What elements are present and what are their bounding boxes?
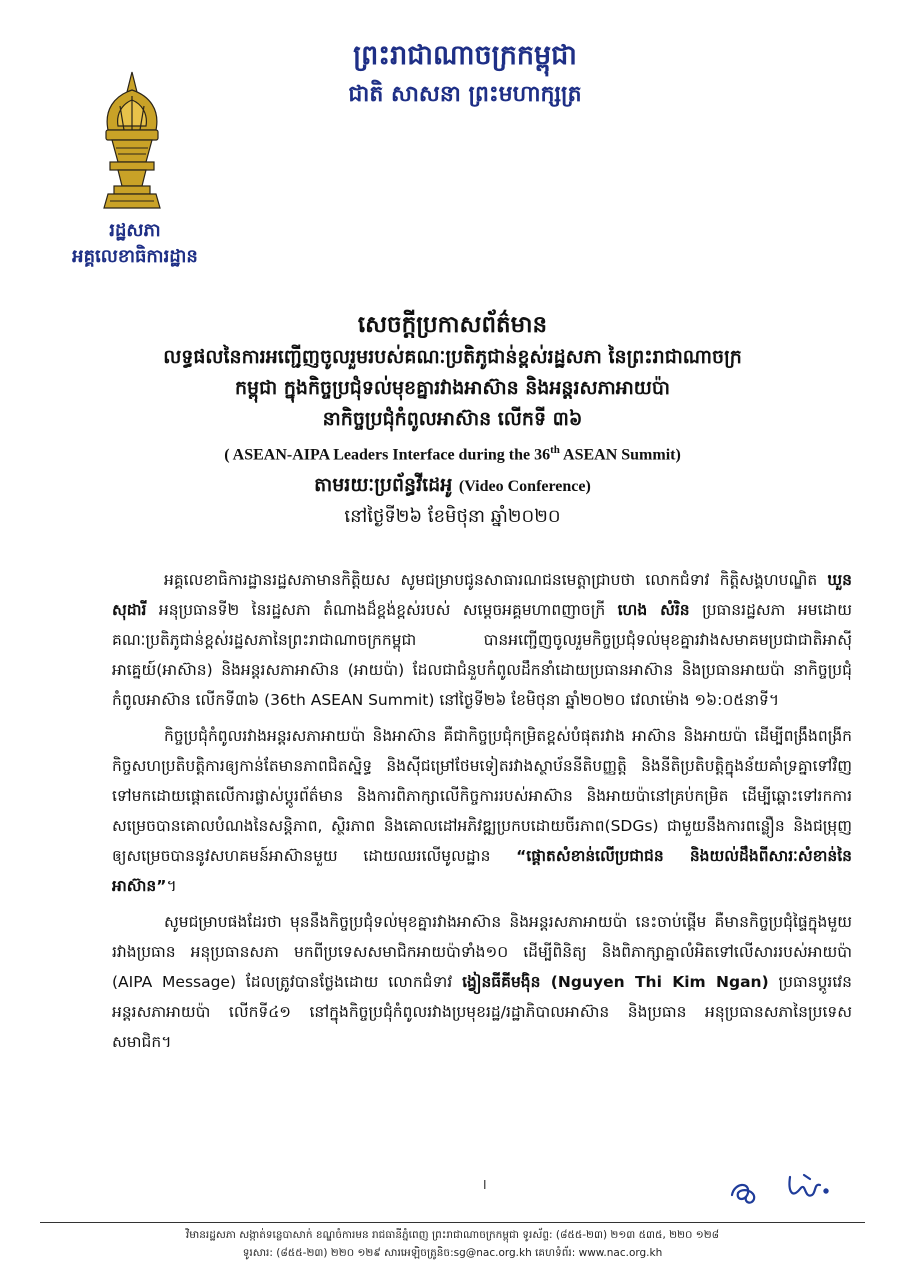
subtitle-line-1: លទ្ធផលនៃការអញ្ជើញចូលរួមរបស់គណៈប្រតិភូជាន់ខ្ពស់រដ្ឋសភា នៃព្រះរាជាណាចក្រ [163,346,742,368]
paragraph-3 [112,907,852,1057]
footer-address: វិមានរដ្ឋសភា សង្កាត់ទន្លេបាសាក់ ខណ្ឌចំការមន រាជធានីភ្នំពេញ ព្រះរាជាណាចក្រកម្ពុជា ទូរស័ព្ទ: (៨៥៥-២៣) ២១៣ ៥៣៥, ២២០ ១២៨ [185,1229,720,1241]
p1-text-b: អនុប្រធានទី២ នៃរដ្ឋសភា តំណាងដ៏ខ្ពង់ខ្ពស់របស់ សម្តេចអគ្គមហាពញាចក្រី [146,601,618,619]
handwritten-initials [720,1165,850,1210]
ministry-block [30,218,240,270]
p2-text-a: កិច្ចប្រជុំកំពូលរវាងអន្តរសភាអាយប៉ា និងអាស៊ាន គឺជាកិច្ចប្រជុំកម្រិតខ្ពស់បំផុតរវាង អាស៊ាន និងអាយប៉ា ដើម្បីពង្រឹងពង្រីកកិច្ចសហប្រតិបត្តិការឲ្យកាន់តែមានភាពជិតស្និទ្ធ និងស៊ីជម្រៅថែមទៀតរវាងស្ថាប័ននីតិបញ្ញត្តិ និងនីតិប្រតិបត្តិក្នុងន័យគាំទ្រគ្នាទៅវិញទៅមកដោយផ្តោតលើការផ្លាស់ប្តូរព័ត៌មាន និងការពិភាក្សាលើកិច្ចការរបស់អាស៊ាន និងអាយប៉ានៅគ្រប់កម្រិត ដើម្បីឆ្ពោះទៅរកការសម្រេចបានគោលបំណងនៃសន្តិភាព, ស្ថិរភាព និងគោលដៅអភិវឌ្ឍប្រកបដោយចីរភាព(SDGs) ជាមួយនឹងការពន្លឿន និងជម្រុញឲ្យសម្រេចបាននូវសហគមន៍អាស៊ានមួយ ដោយឈរលើមូលដ្ឋាន [112,727,852,865]
ministry-name: រដ្ឋសភា [109,220,161,241]
p2-end: ។ [166,877,177,895]
english-subtitle-suffix: ASEAN Summit) [559,446,681,464]
president-name: ហេង សំរិន [617,601,690,619]
asean-quote: “ផ្តោតសំខាន់លើប្រជាជន និងយល់ដឹងពីសារៈសំខាន់នៃអាស៊ាន” [112,847,852,895]
english-subtitle-prefix: ( ASEAN-AIPA Leaders Interface during the 36 [224,446,551,464]
subtitle-line-3: នាកិច្ចប្រជុំកំពូលអាស៊ាន លើកទី ៣៦ [322,408,583,430]
p1-text-c: ប្រធានរដ្ឋសភា អមដោយគណៈប្រតិភូជាន់ខ្ពស់រដ្ឋសភានៃព្រះរាជាណាចក្រកម្ពុជា បានអញ្ជើញចូលរួមកិច្ចប្រជុំទល់មុខគ្នារវាងសមាគមប្រជាជាតិអាស៊ីអាគ្នេយ៍(អាស៊ាន) និងអន្តរសភាអាស៊ាន (អាយប៉ា) ដែលជាជំនួបកំពូលដឹកនាំដោយប្រធានអាស៊ាន និងប្រធានអាយប៉ា នាកិច្ចប្រជុំកំពូលអាស៊ាន លើកទី៣៦ (36th ASEAN Summit) នៅថ្ងៃទី២៦ ខែមិថុនា ឆ្នាំ២០២០ វេលាម៉ោង ១៦:០៥នាទី។ [112,601,853,709]
meeting-mode-english: (Video Conference) [458,478,591,496]
vice-president-name: ឃួន សុដារី [112,571,852,619]
p3-text-b: ប្រធានប្តូរវេនអន្តរសភាអាយប៉ា លើកទី៤១ នៅក្នុងកិច្ចប្រជុំកំពូលរវាងប្រមុខរដ្ឋ/រដ្ឋាភិបាលអាស៊ាន និងប្រធាន អនុប្រធានសភានៃប្រទេសសមាជិក។ [112,973,853,1051]
document-date: នៅថ្ងៃទី២៦ ខែមិថុនា ឆ្នាំ២០២០ [344,506,561,528]
ordinal-suffix: th [550,444,560,456]
document-title: សេចក្តីប្រកាសព័ត៌មាន [357,312,548,338]
paragraph-2 [112,721,852,901]
footer-divider [40,1222,865,1223]
kingdom-header [250,38,680,112]
department-name: អគ្គលេខាធិការដ្ឋាន [72,246,198,267]
page-mark: I [483,1178,487,1192]
title-block [60,308,845,532]
footer [40,1226,865,1262]
subtitle-line-2: កម្ពុជា ក្នុងកិច្ចប្រជុំទល់មុខគ្នារវាងអាស៊ាន និងអន្តរសភាអាយប៉ា [235,377,670,399]
paragraph-1 [112,565,852,715]
aipa-president-name: ង្វៀនធីគីមង៉ិន (Nguyen Thi Kim Ngan) [462,973,769,991]
national-assembly-emblem-icon [90,66,174,216]
meeting-mode-khmer: តាមរយៈប្រព័ន្ធវីដេអូ [314,474,459,497]
p3-text-a: សូមជម្រាបផងដែរថា មុននឹងកិច្ចប្រជុំទល់មុខគ្នារវាងអាស៊ាន និងអន្តរសភាអាយប៉ា នេះចាប់ផ្តើម គឺមានកិច្ចប្រជុំផ្ទៃក្នុងមួយរវាងប្រធាន អនុប្រធានសភា មកពីប្រទេសសមាជិកអាយប៉ាទាំង១០ ដើម្បីពិនិត្យ និងពិភាក្សាគ្នាលំអិតទៅលើសាររបស់អាយប៉ា (AIPA Message) ដែលត្រូវបានថ្លែងដោយ លោកជំទាវ [112,913,852,991]
footer-contact: ទូរសារ: (៨៥៥-២៣) ២២០ ១២៩ សារអេឡិចត្រូនិច:sg@nac.org.kh គេហទំព័រ: www.nac.org.kh [242,1247,663,1259]
p1-text-a: អគ្គលេខាធិការដ្ឋានរដ្ឋសភាមានកិត្តិយស សូមជម្រាបជូនសាធារណជនមេត្តាជ្រាបថា លោកជំទាវ កិត្តិសង្គហបណ្ឌិត [164,571,828,589]
english-subtitle [60,435,845,470]
meeting-mode [60,470,845,502]
national-motto: ជាតិ សាសនា ព្រះមហាក្សត្រ [348,82,582,107]
press-release-body [112,565,852,1063]
kingdom-title: ព្រះរាជាណាចក្រកម្ពុជា [353,40,577,71]
